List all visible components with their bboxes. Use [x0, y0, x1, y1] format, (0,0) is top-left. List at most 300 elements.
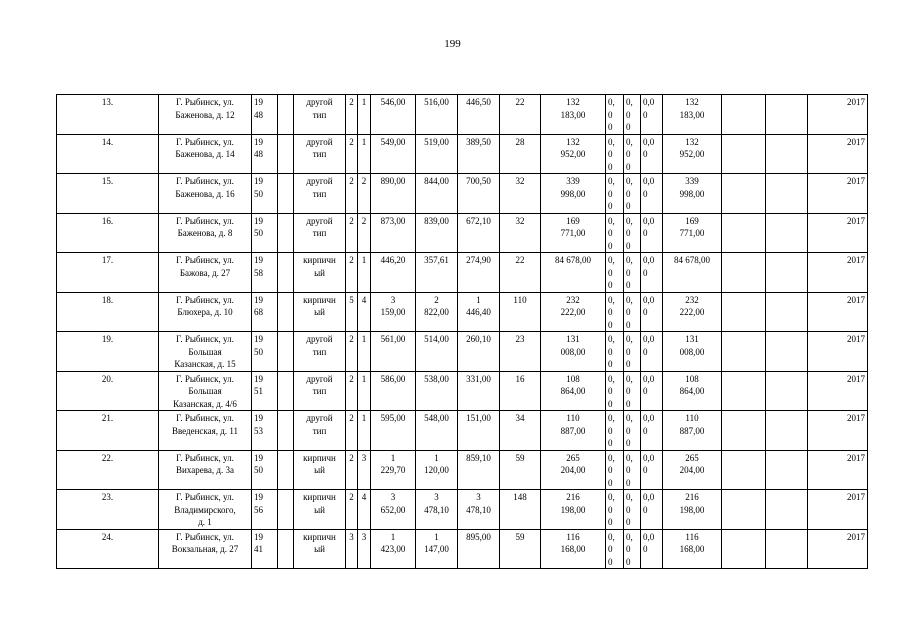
other-share-cell — [641, 253, 663, 293]
budget-share-cell — [624, 529, 641, 569]
planned-year-cell: 2017 — [808, 95, 868, 135]
living-area-cell: 548,00 — [416, 411, 458, 451]
floors-cell: 5 — [346, 292, 358, 332]
budget-share-cell-line: 0, — [626, 215, 633, 226]
wall-material-cell-line: тип — [312, 386, 327, 396]
fund-share-cell-line: 0 — [608, 319, 613, 330]
wall-material-cell-line: кирпичн — [303, 294, 336, 305]
planned-year-cell: 2017 — [808, 213, 868, 253]
owners-funds-cell — [663, 253, 722, 293]
wall-material-cell — [294, 450, 346, 490]
repair-cost-cell — [541, 332, 606, 372]
other-share-cell-line: 0,0 — [643, 452, 655, 463]
wall-material-cell-line: тип — [312, 425, 327, 436]
living-area-cell-line: 478,10 — [424, 504, 449, 515]
address-cell-line: Большая — [188, 346, 222, 357]
residents-cell: 16 — [500, 371, 541, 411]
address-cell — [159, 134, 252, 174]
other-share-cell-line: 0,0 — [643, 97, 655, 107]
build-year-cell — [252, 332, 278, 372]
fund-share-cell-line: 0 — [608, 149, 613, 159]
repair-cost-cell — [541, 490, 606, 530]
table-row — [57, 292, 868, 332]
budget-share-cell-line: 0 — [626, 556, 631, 567]
entrances-cell: 2 — [358, 174, 371, 214]
fund-share-cell — [606, 411, 624, 451]
owners-funds-cell-line: 216 — [685, 492, 699, 502]
repair-cost-cell-line: 110 — [566, 413, 580, 423]
fund-share-cell — [606, 253, 624, 293]
entrances-cell: 4 — [358, 490, 371, 530]
other-share-cell — [641, 174, 663, 214]
build-year-cell-line: 48 — [254, 149, 263, 159]
other-share-cell-line: 0 — [643, 267, 648, 278]
address-cell-line: Г. Рыбинск, ул. — [176, 255, 234, 265]
empty-cell — [278, 95, 294, 135]
budget-share-cell-line: 0, — [626, 294, 633, 305]
fund-share-cell-line: 0 — [608, 161, 613, 172]
repair-cost-cell-line: 84 678,00 — [555, 255, 591, 265]
fund-share-cell — [606, 332, 624, 372]
repair-cost-cell-line: 265 — [566, 452, 580, 463]
budget-share-cell-line: 0, — [626, 136, 633, 147]
fund-share-cell-line: 0 — [608, 109, 613, 120]
wall-material-cell — [294, 490, 346, 530]
repair-cost-cell-line: 131 — [566, 334, 580, 344]
fund-share-cell-line: 0, — [608, 373, 615, 384]
address-cell-line: Г. Рыбинск, ул. — [176, 136, 234, 147]
fund-share-cell-line: 0, — [608, 176, 615, 186]
living-area-cell: 538,00 — [416, 371, 458, 411]
other-share-cell — [641, 411, 663, 451]
fund-share-cell-line: 0, — [608, 294, 615, 305]
empty-cell — [278, 332, 294, 372]
budget-share-cell-line: 0, — [626, 531, 633, 542]
budget-share-cell-line: 0 — [626, 517, 631, 527]
owners-funds-cell-line: 887,00 — [679, 425, 705, 436]
residential-area-cell-line: 1 — [476, 294, 481, 305]
residential-area-cell-line: 446,40 — [466, 307, 491, 317]
other-share-cell-line: 0,0 — [643, 176, 655, 186]
repair-cost-cell — [541, 174, 606, 214]
address-cell-line: Вихарева, д. 3а — [176, 465, 234, 475]
other-share-cell — [641, 450, 663, 490]
fund-share-cell-line: 0 — [608, 398, 613, 409]
residential-area-cell-line: 3 — [476, 492, 481, 502]
table-row — [57, 332, 868, 372]
residential-area-cell: 274,90 — [458, 253, 500, 293]
budget-share-cell-line: 0 — [626, 149, 631, 159]
build-year-cell-line: 19 — [254, 136, 263, 147]
living-area-cell-line: 822,00 — [424, 307, 449, 317]
budget-share-cell-line: 0 — [626, 425, 631, 436]
build-year-cell — [252, 450, 278, 490]
floors-cell: 2 — [346, 253, 358, 293]
repair-cost-cell-line: 864,00 — [560, 386, 586, 396]
budget-share-cell-line: 0 — [626, 438, 631, 448]
fund-share-cell-line: 0 — [608, 556, 613, 567]
total-area-cell-line: 3 — [390, 294, 396, 305]
fund-share-cell-line: 0, — [608, 334, 615, 344]
wall-material-cell — [294, 134, 346, 174]
address-cell — [159, 332, 252, 372]
residential-area-cell-line: 478,10 — [466, 504, 491, 515]
address-cell-line: Г. Рыбинск, ул. — [176, 531, 234, 542]
floors-cell: 2 — [346, 411, 358, 451]
planned-year-cell: 2017 — [808, 529, 868, 569]
owners-funds-cell-line: 265 — [685, 452, 699, 463]
wall-material-cell — [294, 292, 346, 332]
entrances-cell: 3 — [358, 529, 371, 569]
other-share-cell — [641, 490, 663, 530]
fund-share-cell — [606, 95, 624, 135]
floors-cell: 2 — [346, 213, 358, 253]
residents-cell: 59 — [500, 450, 541, 490]
budget-share-cell-line: 0 — [626, 228, 631, 238]
budget-share-cell-line: 0 — [626, 280, 631, 290]
repair-cost-cell-line: 216 — [566, 492, 580, 502]
living-area-cell: 514,00 — [416, 332, 458, 372]
floors-cell: 3 — [346, 529, 358, 569]
other-share-cell-line: 0 — [643, 149, 648, 159]
repair-cost-cell — [541, 411, 606, 451]
address-cell-line: Г. Рыбинск, ул. — [176, 373, 234, 384]
wall-material-cell-line: другой — [306, 334, 333, 344]
address-cell-line: Г. Рыбинск, ул. — [176, 413, 234, 423]
build-year-cell-line: 19 — [254, 492, 263, 502]
residential-area-cell: 672,10 — [458, 213, 500, 253]
empty-cell — [766, 253, 808, 293]
repair-cost-cell — [541, 213, 606, 253]
owners-funds-cell-line: 132 — [685, 136, 699, 147]
residents-cell: 148 — [500, 490, 541, 530]
build-year-cell — [252, 174, 278, 214]
total-area-cell-line: 229,70 — [380, 465, 406, 475]
repair-cost-cell — [541, 450, 606, 490]
budget-share-cell-line: 0 — [626, 386, 631, 396]
owners-funds-cell — [663, 490, 722, 530]
living-area-cell-line: 3 — [434, 492, 439, 502]
repair-cost-cell-line: 998,00 — [560, 188, 586, 199]
build-year-cell — [252, 134, 278, 174]
other-share-cell-line: 0 — [643, 346, 648, 357]
wall-material-cell — [294, 213, 346, 253]
empty-cell — [766, 134, 808, 174]
fund-share-cell-line: 0, — [608, 492, 615, 502]
residents-cell: 28 — [500, 134, 541, 174]
living-area-cell — [416, 292, 458, 332]
housing-registry-table — [56, 94, 868, 569]
budget-share-cell-line: 0 — [626, 201, 631, 211]
build-year-cell-line: 58 — [254, 267, 263, 278]
planned-year-cell: 2017 — [808, 411, 868, 451]
budget-share-cell-line: 0 — [626, 188, 631, 199]
build-year-cell-line: 68 — [254, 307, 263, 317]
fund-share-cell-line: 0, — [608, 531, 615, 542]
table-row — [57, 174, 868, 214]
fund-share-cell-line: 0 — [608, 267, 613, 278]
empty-cell — [722, 529, 766, 569]
fund-share-cell — [606, 134, 624, 174]
budget-share-cell-line: 0 — [626, 122, 631, 132]
fund-share-cell — [606, 213, 624, 253]
address-cell-line: д. 1 — [198, 517, 212, 527]
repair-cost-cell — [541, 371, 606, 411]
budget-share-cell-line: 0, — [626, 413, 633, 423]
budget-share-cell — [624, 371, 641, 411]
planned-year-cell: 2017 — [808, 450, 868, 490]
wall-material-cell-line: кирпичн — [303, 531, 336, 542]
other-share-cell-line: 0,0 — [643, 492, 655, 502]
wall-material-cell — [294, 174, 346, 214]
budget-share-cell — [624, 134, 641, 174]
empty-cell — [278, 371, 294, 411]
row-number-cell: 21. — [57, 411, 159, 451]
owners-funds-cell — [663, 95, 722, 135]
budget-share-cell — [624, 213, 641, 253]
fund-share-cell-line: 0, — [608, 452, 615, 463]
other-share-cell-line: 0 — [643, 307, 648, 317]
residents-cell: 59 — [500, 529, 541, 569]
build-year-cell — [252, 95, 278, 135]
build-year-cell-line: 53 — [254, 425, 263, 436]
empty-cell — [722, 134, 766, 174]
residents-cell: 32 — [500, 213, 541, 253]
build-year-cell-line: 19 — [254, 215, 263, 226]
owners-funds-cell-line: 168,00 — [679, 544, 705, 554]
residential-area-cell: 151,00 — [458, 411, 500, 451]
empty-cell — [278, 292, 294, 332]
other-share-cell-line: 0,0 — [643, 373, 655, 384]
fund-share-cell — [606, 529, 624, 569]
empty-cell — [766, 174, 808, 214]
empty-cell — [766, 490, 808, 530]
residential-area-cell — [458, 292, 500, 332]
build-year-cell-line: 19 — [254, 255, 263, 265]
living-area-cell: 519,00 — [416, 134, 458, 174]
floors-cell: 2 — [346, 134, 358, 174]
other-share-cell-line: 0 — [643, 188, 648, 199]
table-row — [57, 213, 868, 253]
build-year-cell-line: 48 — [254, 109, 263, 120]
residential-area-cell: 895,00 — [458, 529, 500, 569]
repair-cost-cell-line: 771,00 — [560, 228, 586, 238]
other-share-cell-line: 0 — [643, 504, 648, 515]
owners-funds-cell-line: 204,00 — [679, 465, 705, 475]
budget-share-cell-line: 0, — [626, 492, 633, 502]
owners-funds-cell-line: 183,00 — [679, 109, 705, 120]
planned-year-cell: 2017 — [808, 332, 868, 372]
residents-cell: 22 — [500, 253, 541, 293]
row-number-cell: 23. — [57, 490, 159, 530]
other-share-cell — [641, 95, 663, 135]
owners-funds-cell-line: 169 — [685, 215, 699, 226]
fund-share-cell-line: 0 — [608, 465, 613, 475]
residential-area-cell: 700,50 — [458, 174, 500, 214]
budget-share-cell-line: 0, — [626, 176, 633, 186]
build-year-cell — [252, 411, 278, 451]
table-row — [57, 371, 868, 411]
row-number-cell: 19. — [57, 332, 159, 372]
budget-share-cell-line: 0 — [626, 267, 631, 278]
fund-share-cell-line: 0 — [608, 517, 613, 527]
empty-cell — [722, 292, 766, 332]
empty-cell — [722, 450, 766, 490]
living-area-cell: 839,00 — [416, 213, 458, 253]
wall-material-cell-line: другой — [306, 413, 333, 423]
address-cell-line: Вокзальная, д. 27 — [171, 544, 239, 554]
fund-share-cell-line: 0 — [608, 346, 613, 357]
budget-share-cell-line: 0 — [626, 307, 631, 317]
wall-material-cell-line: тип — [312, 109, 327, 120]
living-area-cell: 357,61 — [416, 253, 458, 293]
row-number-cell: 17. — [57, 253, 159, 293]
build-year-cell — [252, 529, 278, 569]
residents-cell: 34 — [500, 411, 541, 451]
row-number-cell: 15. — [57, 174, 159, 214]
budget-share-cell — [624, 174, 641, 214]
address-cell — [159, 253, 252, 293]
budget-share-cell-line: 0 — [626, 504, 631, 515]
wall-material-cell-line: ый — [314, 465, 325, 475]
wall-material-cell — [294, 411, 346, 451]
empty-cell — [278, 450, 294, 490]
empty-cell — [722, 213, 766, 253]
fund-share-cell-line: 0 — [608, 504, 613, 515]
address-cell-line: Блюхера, д. 10 — [177, 307, 233, 317]
repair-cost-cell-line: 168,00 — [560, 544, 586, 554]
budget-share-cell — [624, 411, 641, 451]
other-share-cell-line: 0,0 — [643, 255, 655, 265]
budget-share-cell — [624, 332, 641, 372]
wall-material-cell-line: ый — [314, 544, 325, 554]
repair-cost-cell — [541, 253, 606, 293]
repair-cost-cell-line: 108 — [566, 373, 580, 384]
total-area-cell: 595,00 — [371, 411, 416, 451]
build-year-cell-line: 19 — [254, 452, 263, 463]
repair-cost-cell-line: 222,00 — [560, 307, 586, 317]
fund-share-cell-line: 0, — [608, 215, 615, 226]
budget-share-cell-line: 0, — [626, 373, 633, 384]
address-cell-line: Г. Рыбинск, ул. — [176, 334, 234, 344]
address-cell — [159, 213, 252, 253]
build-year-cell-line: 50 — [254, 346, 263, 357]
other-share-cell-line: 0 — [643, 544, 648, 554]
build-year-cell-line: 41 — [254, 544, 263, 554]
total-area-cell: 561,00 — [371, 332, 416, 372]
total-area-cell — [371, 292, 416, 332]
repair-cost-cell — [541, 95, 606, 135]
address-cell-line: Баженова, д. 12 — [175, 109, 235, 120]
table-row — [57, 450, 868, 490]
fund-share-cell-line: 0 — [608, 228, 613, 238]
build-year-cell — [252, 253, 278, 293]
build-year-cell-line: 51 — [254, 386, 263, 396]
other-share-cell-line: 0,0 — [643, 413, 655, 423]
fund-share-cell-line: 0, — [608, 136, 615, 147]
budget-share-cell-line: 0 — [626, 161, 631, 172]
planned-year-cell: 2017 — [808, 253, 868, 293]
owners-funds-cell — [663, 529, 722, 569]
other-share-cell — [641, 332, 663, 372]
fund-share-cell-line: 0, — [608, 413, 615, 423]
living-area-cell-line: 147,00 — [424, 544, 449, 554]
living-area-cell: 844,00 — [416, 174, 458, 214]
fund-share-cell-line: 0 — [608, 438, 613, 448]
fund-share-cell-line: 0 — [608, 477, 613, 488]
address-cell-line: Баженова, д. 14 — [175, 149, 235, 159]
budget-share-cell-line: 0 — [626, 398, 631, 409]
empty-cell — [278, 134, 294, 174]
total-area-cell: 873,00 — [371, 213, 416, 253]
address-cell-line: Бажова, д. 27 — [179, 267, 231, 278]
wall-material-cell-line: другой — [306, 176, 333, 186]
budget-share-cell — [624, 253, 641, 293]
total-area-cell: 586,00 — [371, 371, 416, 411]
other-share-cell-line: 0,0 — [643, 215, 655, 226]
table-row — [57, 95, 868, 135]
wall-material-cell-line: тип — [312, 188, 327, 199]
wall-material-cell — [294, 371, 346, 411]
budget-share-cell — [624, 490, 641, 530]
fund-share-cell-line: 0, — [608, 97, 615, 107]
total-area-cell — [371, 490, 416, 530]
build-year-cell-line: 50 — [254, 228, 263, 238]
budget-share-cell — [624, 292, 641, 332]
total-area-cell — [371, 529, 416, 569]
total-area-cell: 890,00 — [371, 174, 416, 214]
living-area-cell — [416, 450, 458, 490]
planned-year-cell: 2017 — [808, 490, 868, 530]
wall-material-cell-line: тип — [312, 228, 327, 238]
other-share-cell — [641, 529, 663, 569]
repair-cost-cell-line: 132 — [566, 136, 580, 147]
repair-cost-cell-line: 887,00 — [560, 425, 586, 436]
repair-cost-cell-line: 169 — [566, 215, 580, 226]
fund-share-cell — [606, 174, 624, 214]
other-share-cell — [641, 292, 663, 332]
build-year-cell-line: 50 — [254, 188, 263, 199]
build-year-cell — [252, 213, 278, 253]
living-area-cell-line: 1 — [434, 531, 439, 542]
entrances-cell: 1 — [358, 253, 371, 293]
budget-share-cell-line: 0 — [626, 319, 631, 330]
build-year-cell-line: 50 — [254, 465, 263, 475]
floors-cell: 2 — [346, 332, 358, 372]
fund-share-cell — [606, 450, 624, 490]
address-cell — [159, 371, 252, 411]
total-area-cell-line: 159,00 — [380, 307, 406, 317]
residents-cell: 110 — [500, 292, 541, 332]
living-area-cell-line: 1 — [434, 452, 439, 463]
fund-share-cell-line: 0 — [608, 359, 613, 369]
fund-share-cell-line: 0 — [608, 307, 613, 317]
other-share-cell-line: 0 — [643, 465, 648, 475]
entrances-cell: 1 — [358, 371, 371, 411]
table-row — [57, 134, 868, 174]
total-area-cell-line: 652,00 — [380, 504, 406, 515]
budget-share-cell-line: 0 — [626, 477, 631, 488]
build-year-cell — [252, 490, 278, 530]
owners-funds-cell-line: 339 — [685, 176, 699, 186]
wall-material-cell-line: кирпичн — [303, 492, 336, 502]
living-area-cell — [416, 529, 458, 569]
other-share-cell — [641, 371, 663, 411]
repair-cost-cell-line: 132 — [566, 97, 580, 107]
budget-share-cell-line: 0, — [626, 255, 633, 265]
row-number-cell: 16. — [57, 213, 159, 253]
total-area-cell-line: 423,00 — [380, 544, 406, 554]
